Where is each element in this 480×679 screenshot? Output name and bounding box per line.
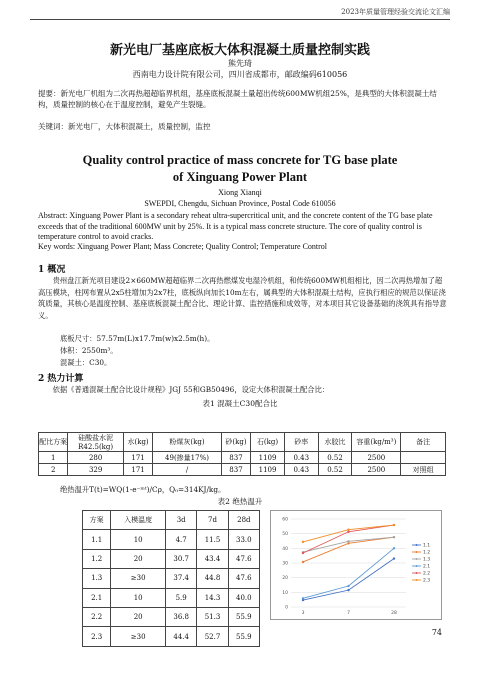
- table-cell: 对照组: [401, 464, 446, 476]
- table-row: [39, 464, 446, 476]
- table-cell: 171: [123, 452, 152, 464]
- table-header-cell: 3d: [166, 511, 197, 530]
- table-cell: 0.52: [318, 464, 352, 476]
- table-cell: 837: [221, 464, 250, 476]
- legend-marker: [416, 544, 418, 546]
- table-cell: 33.0: [228, 530, 259, 549]
- adiabatic-temperature-table: [82, 510, 260, 647]
- table-cell: ≥30: [111, 569, 166, 588]
- table-cell: 5.9: [166, 588, 197, 607]
- table-header-cell: 砂率: [284, 433, 318, 452]
- table-header-cell: 粉煤灰(kg): [153, 433, 222, 452]
- table-cell: 43.4: [197, 549, 228, 568]
- data-point: [347, 531, 349, 533]
- page-number: 74: [431, 628, 442, 637]
- legend-marker: [416, 565, 418, 567]
- table-cell: 1109: [251, 452, 285, 464]
- table-cell: ≥30: [111, 627, 166, 646]
- y-tick-label: 30: [282, 561, 288, 567]
- table-cell: 2.1: [83, 588, 111, 607]
- data-point: [302, 597, 304, 599]
- concrete-grade-line: 混凝土：C30。: [60, 358, 112, 367]
- table-row: [83, 569, 260, 588]
- table-cell: 171: [123, 464, 152, 476]
- table-cell: 1.1: [83, 530, 111, 549]
- adiabatic-temperature-chart: [270, 510, 442, 620]
- author-chinese: 熊先琦: [228, 59, 252, 68]
- legend-marker: [416, 558, 418, 560]
- section1-paragraph: 贵州盘江新光项目建设2×660MW超超临界二次再热燃煤发电湿冷机组，和传统600MW机组相比，因二次再热增加了超高压模块，柱网布置从2x5柱增加为2x7柱，底板纵向加长10m左右，属典型的大体积混凝土结构，应执行相应的规范以保证浇筑质量，其核心是温度控制、基座底板混凝土配合比、理论计算、监控措施和成效等，对本项目其它设备基础的浇筑具有指导意义。: [38, 276, 447, 320]
- table-cell: 2: [39, 464, 68, 476]
- table-cell: 20: [111, 549, 166, 568]
- header-rule: [30, 19, 450, 20]
- keywords-chinese: 关键词：新光电厂，大体积混凝土，质量控制，监控: [38, 122, 211, 131]
- table2-caption: 表2 绝热温升: [217, 497, 263, 506]
- running-header: 2023年质量管理经验交流论文汇编: [341, 8, 450, 16]
- y-tick-label: 20: [282, 576, 288, 582]
- table-row: [83, 588, 260, 607]
- table-header-cell: 配比方案: [39, 433, 68, 452]
- table-header-row: [83, 511, 260, 530]
- x-tick-label: 7: [347, 611, 350, 616]
- table-cell: 51.3: [197, 607, 228, 626]
- table-cell: 329: [68, 464, 124, 476]
- table-cell: 837: [221, 452, 250, 464]
- data-point: [347, 540, 349, 542]
- adiabatic-formula: 绝热温升T(t)=WQ(1-e⁻ᵐᵗ)/Cρ，Q₀=314KJ/kg。: [60, 485, 226, 494]
- title-english-line1: Quality control practice of mass concrete for TG base plate: [82, 153, 398, 167]
- table-header-cell: 28d: [228, 511, 259, 530]
- abstract-chinese: 提要：新光电厂机组为二次再热超超临界机组，基座底板混凝土量超出传统600MW机组25%，是典型的大体积混凝土结构，质量控制的核心在于温度控制，避免产生裂缝。: [38, 89, 437, 109]
- table-cell: 10: [111, 530, 166, 549]
- abstract-english: Abstract: Xinguang Power Plant is a secondary reheat ultra-supercritical unit, and the concrete content of the TG base plate exceeds that of the traditional 600MW unit by 25%. It is a typical mass concrete structure. The core of quality control is temperature control to avoid cracks.: [38, 211, 433, 241]
- table-header-cell: 硅酸盐水泥R42.5(kg): [68, 433, 124, 452]
- table-cell: 1109: [251, 464, 285, 476]
- legend-label: 2.3: [423, 578, 431, 584]
- table-row: [83, 549, 260, 568]
- x-tick-label: 3: [301, 611, 305, 616]
- data-point: [393, 524, 395, 526]
- table-row: [83, 530, 260, 549]
- y-tick-label: 0: [285, 605, 288, 611]
- table-cell: 1.3: [83, 569, 111, 588]
- data-point: [347, 529, 349, 531]
- table-header-cell: 7d: [197, 511, 228, 530]
- data-point: [302, 561, 304, 563]
- table-row: [83, 627, 260, 646]
- y-tick-label: 60: [282, 517, 288, 523]
- affiliation-english: SWEPDI, Chengdu, Sichuan Province, Postal Code 610056: [144, 199, 336, 208]
- title-english-line2: of Xinguang Power Plant: [172, 170, 308, 184]
- data-point: [302, 541, 304, 543]
- table-cell: 1: [39, 452, 68, 464]
- table-cell: 30.7: [166, 549, 197, 568]
- table-row: [39, 452, 446, 464]
- table-cell: 0.43: [284, 464, 318, 476]
- table-cell: 4.7: [166, 530, 197, 549]
- title-english: [0, 152, 480, 186]
- table-cell: 55.9: [228, 627, 259, 646]
- table-cell: 2500: [352, 452, 401, 464]
- table-cell: 10: [111, 588, 166, 607]
- data-point: [393, 547, 395, 549]
- table-header-cell: 水胶比: [318, 433, 352, 452]
- table-header-cell: 方案: [83, 511, 111, 530]
- title-chinese: 新光电厂基座底板大体积混凝土质量控制实践: [109, 43, 370, 58]
- table-cell: 36.8: [166, 607, 197, 626]
- table-cell: /: [153, 464, 222, 476]
- table-header-cell: 砂(kg): [221, 433, 250, 452]
- y-tick-label: 40: [282, 546, 288, 552]
- table-cell: 47.6: [228, 569, 259, 588]
- legend-label: 2.2: [423, 571, 431, 577]
- table-header-cell: 容重(kg/m³): [352, 433, 401, 452]
- table-cell: 2.2: [83, 607, 111, 626]
- data-point: [347, 585, 349, 587]
- table-cell: 40.0: [228, 588, 259, 607]
- table-cell: 0.43: [284, 452, 318, 464]
- table-cell: 52.7: [197, 627, 228, 646]
- table-header-cell: 备注: [401, 433, 446, 452]
- table-cell: 47.6: [228, 549, 259, 568]
- table1-caption: 表1 混凝土C30配合比: [202, 399, 278, 408]
- table-cell: 49(掺量17%): [153, 452, 222, 464]
- legend-marker: [416, 572, 418, 574]
- legend-marker: [416, 551, 418, 553]
- keywords-english: Key words: Xinguang Power Plant; Mass Concrete; Quality Control; Temperature Control: [38, 242, 328, 251]
- y-tick-label: 10: [282, 590, 288, 596]
- table-cell: 44.8: [197, 569, 228, 588]
- table-row: [83, 607, 260, 626]
- table-cell: 280: [68, 452, 124, 464]
- data-point: [393, 536, 395, 538]
- table-cell: 2500: [352, 464, 401, 476]
- table-header-cell: 入模温度: [111, 511, 166, 530]
- data-point: [302, 552, 304, 554]
- author-english: Xiong Xianqi: [218, 188, 262, 197]
- chart-svg: [271, 511, 441, 619]
- legend-label: 1.3: [423, 557, 431, 563]
- affiliation-chinese: 西南电力设计院有限公司，四川省成都市，邮政编码610056: [132, 70, 348, 79]
- legend-label: 2.1: [423, 564, 431, 570]
- table-header-row: [39, 433, 446, 452]
- table-cell: 55.9: [228, 607, 259, 626]
- legend-marker: [416, 579, 418, 581]
- table-header-cell: 石(kg): [251, 433, 285, 452]
- series-line: [303, 559, 394, 601]
- table-cell: 14.3: [197, 588, 228, 607]
- section1-heading: 1 概况: [38, 265, 66, 275]
- table-header-cell: 水(kg): [123, 433, 152, 452]
- table-cell: 37.4: [166, 569, 197, 588]
- table-cell: 20: [111, 607, 166, 626]
- table-cell: 11.5: [197, 530, 228, 549]
- table-cell: 44.4: [166, 627, 197, 646]
- table-cell: [401, 452, 446, 464]
- data-point: [347, 589, 349, 591]
- base-size-line: 底板尺寸：57.57m(L)x17.7m(w)x2.5m(h)。: [60, 334, 215, 343]
- legend-label: 1.1: [423, 543, 431, 549]
- table-cell: 1.2: [83, 549, 111, 568]
- section2-heading: 2 热力计算: [38, 374, 84, 384]
- data-point: [347, 542, 349, 544]
- section2-paragraph: 依据《普通混凝土配合比设计规程》JGJ 55和GB50496，设定大体积混凝土配合比：: [52, 385, 330, 394]
- legend-label: 1.2: [423, 550, 431, 556]
- table-cell: 0.52: [318, 452, 352, 464]
- x-tick-label: 28: [391, 611, 397, 616]
- volume-line: 体积：2550m³。: [60, 346, 118, 355]
- y-tick-label: 50: [282, 532, 288, 538]
- table-cell: 2.3: [83, 627, 111, 646]
- data-point: [393, 557, 395, 559]
- mix-proportion-table: [38, 432, 446, 476]
